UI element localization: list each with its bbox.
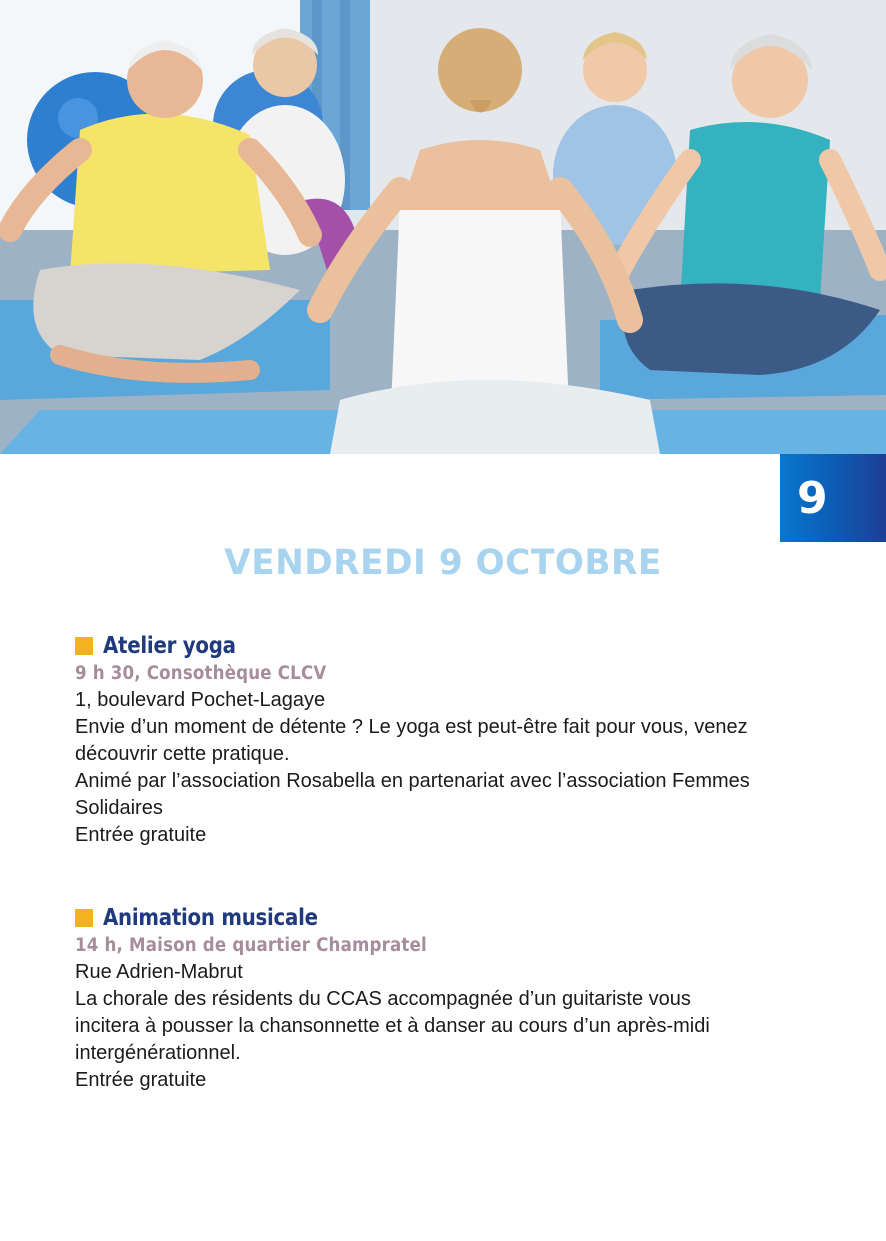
bullet-square-icon bbox=[75, 909, 93, 927]
event-line: incitera à pousser la chansonnette et à danser au cours d’un après-midi bbox=[75, 1015, 710, 1037]
bullet-square-icon bbox=[75, 637, 93, 655]
event-header bbox=[75, 904, 795, 932]
event-line: intergénérationnel. bbox=[75, 1042, 241, 1064]
event-line: découvrir cette pratique. bbox=[75, 743, 290, 765]
event-header bbox=[75, 632, 795, 660]
event-line: Entrée gratuite bbox=[75, 824, 207, 846]
event-description bbox=[75, 687, 795, 849]
event-line: La chorale des résidents du CCAS accompagnée d’un guitariste vous bbox=[75, 988, 691, 1010]
event-animation-musicale bbox=[75, 904, 795, 1094]
event-time-place: 9 h 30, Consothèque CLCV bbox=[75, 663, 327, 684]
event-line: Rue Adrien-Mabrut bbox=[75, 961, 243, 983]
day-title: VENDREDI 9 OCTOBRE bbox=[224, 543, 662, 583]
event-line: Entrée gratuite bbox=[75, 1069, 207, 1091]
event-time-place: 14 h, Maison de quartier Champratel bbox=[75, 935, 427, 956]
event-title: Animation musicale bbox=[103, 905, 318, 931]
page-number: 9 bbox=[797, 472, 827, 524]
header-photo-yoga-class bbox=[0, 0, 886, 454]
event-description bbox=[75, 959, 795, 1094]
event-line: Solidaires bbox=[75, 797, 163, 819]
event-title: Atelier yoga bbox=[103, 633, 236, 659]
page-number-tab bbox=[780, 454, 886, 542]
event-line: Animé par l’association Rosabella en partenariat avec l’association Femmes bbox=[75, 770, 750, 792]
event-atelier-yoga bbox=[75, 632, 795, 849]
event-line: 1, boulevard Pochet-Lagaye bbox=[75, 689, 326, 711]
yoga-illustration bbox=[0, 0, 886, 454]
event-line: Envie d’un moment de détente ? Le yoga est peut-être fait pour vous, venez bbox=[75, 716, 748, 738]
